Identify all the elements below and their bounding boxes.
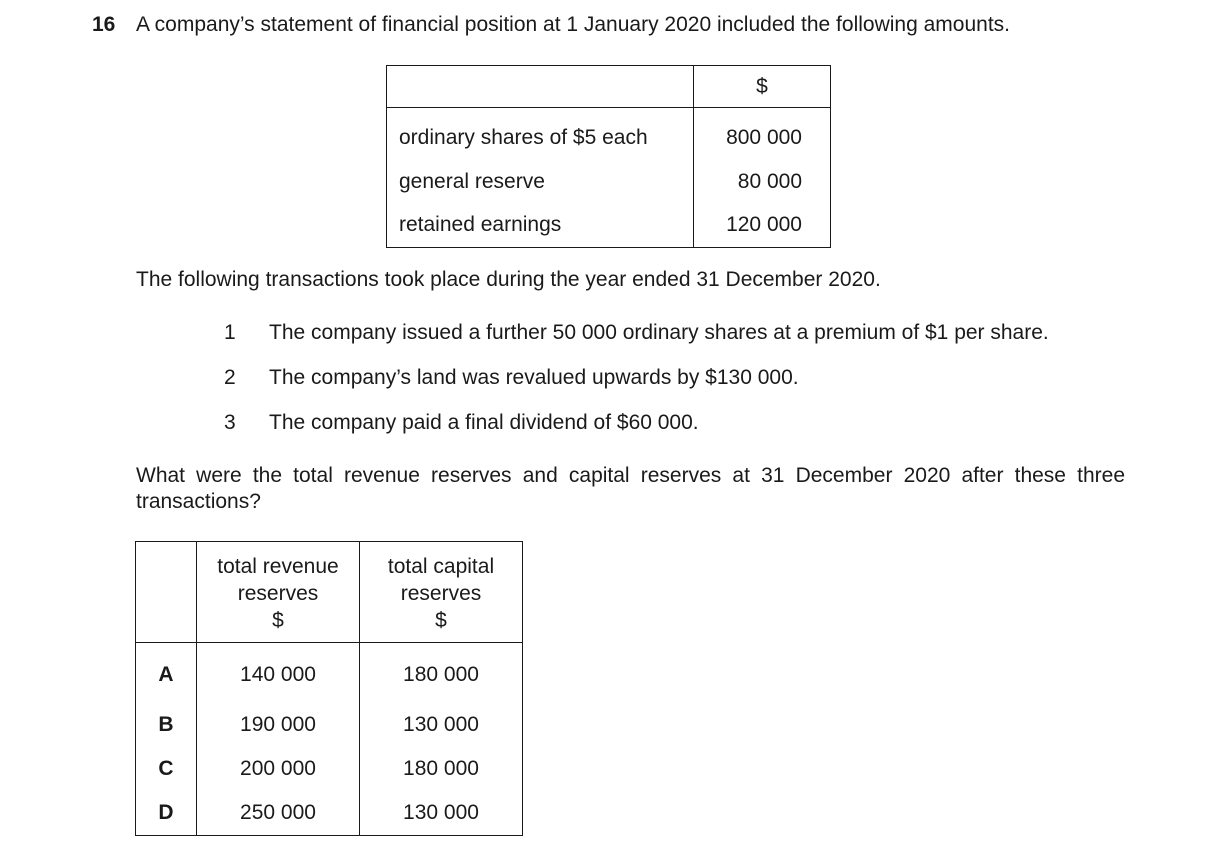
option-capital-value: 130 000 bbox=[360, 791, 523, 836]
balance-table bbox=[386, 65, 831, 248]
capital-reserves-header bbox=[360, 542, 523, 643]
balance-table-header bbox=[387, 66, 831, 108]
option-revenue-value: 140 000 bbox=[197, 643, 360, 704]
option-row-a[interactable] bbox=[136, 643, 523, 704]
options-table-header bbox=[136, 542, 523, 643]
option-letter[interactable]: A bbox=[136, 643, 197, 704]
header-line: reserves bbox=[400, 582, 482, 605]
header-line: reserves bbox=[237, 582, 319, 605]
balance-header-empty bbox=[387, 66, 694, 108]
transaction-text: The company’s land was revalued upwards by $130 000. bbox=[269, 366, 799, 389]
balance-row-label: retained earnings bbox=[387, 204, 694, 248]
question-intro: A company’s statement of financial position at 1 January 2020 included the following amounts. bbox=[136, 13, 1010, 36]
question-prompt: What were the total revenue reserves and capital reserves at 31 December 2020 after these three transactions? bbox=[136, 464, 1125, 513]
option-revenue-value: 250 000 bbox=[197, 791, 360, 836]
transaction-text: The company paid a final dividend of $60 000. bbox=[269, 411, 699, 434]
revenue-reserves-header bbox=[197, 542, 360, 643]
option-row-d[interactable] bbox=[136, 791, 523, 836]
option-revenue-value: 200 000 bbox=[197, 747, 360, 791]
transactions-intro: The following transactions took place during the year ended 31 December 2020. bbox=[136, 268, 881, 291]
header-line: total revenue bbox=[217, 555, 339, 578]
header-line: $ bbox=[435, 609, 447, 632]
option-row-b[interactable] bbox=[136, 703, 523, 747]
option-capital-value: 180 000 bbox=[360, 643, 523, 704]
header-line: total capital bbox=[387, 555, 495, 578]
balance-row-value: 80 000 bbox=[694, 160, 831, 204]
option-capital-value: 130 000 bbox=[360, 703, 523, 747]
transaction-number: 3 bbox=[224, 411, 236, 434]
options-header-empty bbox=[136, 542, 197, 643]
transaction-text: The company issued a further 50 000 ordinary shares at a premium of $1 per share. bbox=[269, 321, 1049, 344]
balance-currency-header: $ bbox=[694, 66, 831, 108]
balance-row-label: ordinary shares of $5 each bbox=[387, 108, 694, 160]
balance-row bbox=[387, 160, 831, 204]
option-row-c[interactable] bbox=[136, 747, 523, 791]
balance-row bbox=[387, 204, 831, 248]
transaction-number: 1 bbox=[224, 321, 236, 344]
options-table bbox=[135, 541, 523, 836]
balance-row-value: 120 000 bbox=[694, 204, 831, 248]
balance-row-label: general reserve bbox=[387, 160, 694, 204]
option-letter[interactable]: C bbox=[136, 747, 197, 791]
option-capital-value: 180 000 bbox=[360, 747, 523, 791]
question-number: 16 bbox=[92, 13, 116, 36]
option-revenue-value: 190 000 bbox=[197, 703, 360, 747]
option-letter[interactable]: B bbox=[136, 703, 197, 747]
option-letter[interactable]: D bbox=[136, 791, 197, 836]
transaction-number: 2 bbox=[224, 366, 236, 389]
header-line: $ bbox=[272, 609, 284, 632]
balance-row bbox=[387, 108, 831, 160]
balance-row-value: 800 000 bbox=[694, 108, 831, 160]
